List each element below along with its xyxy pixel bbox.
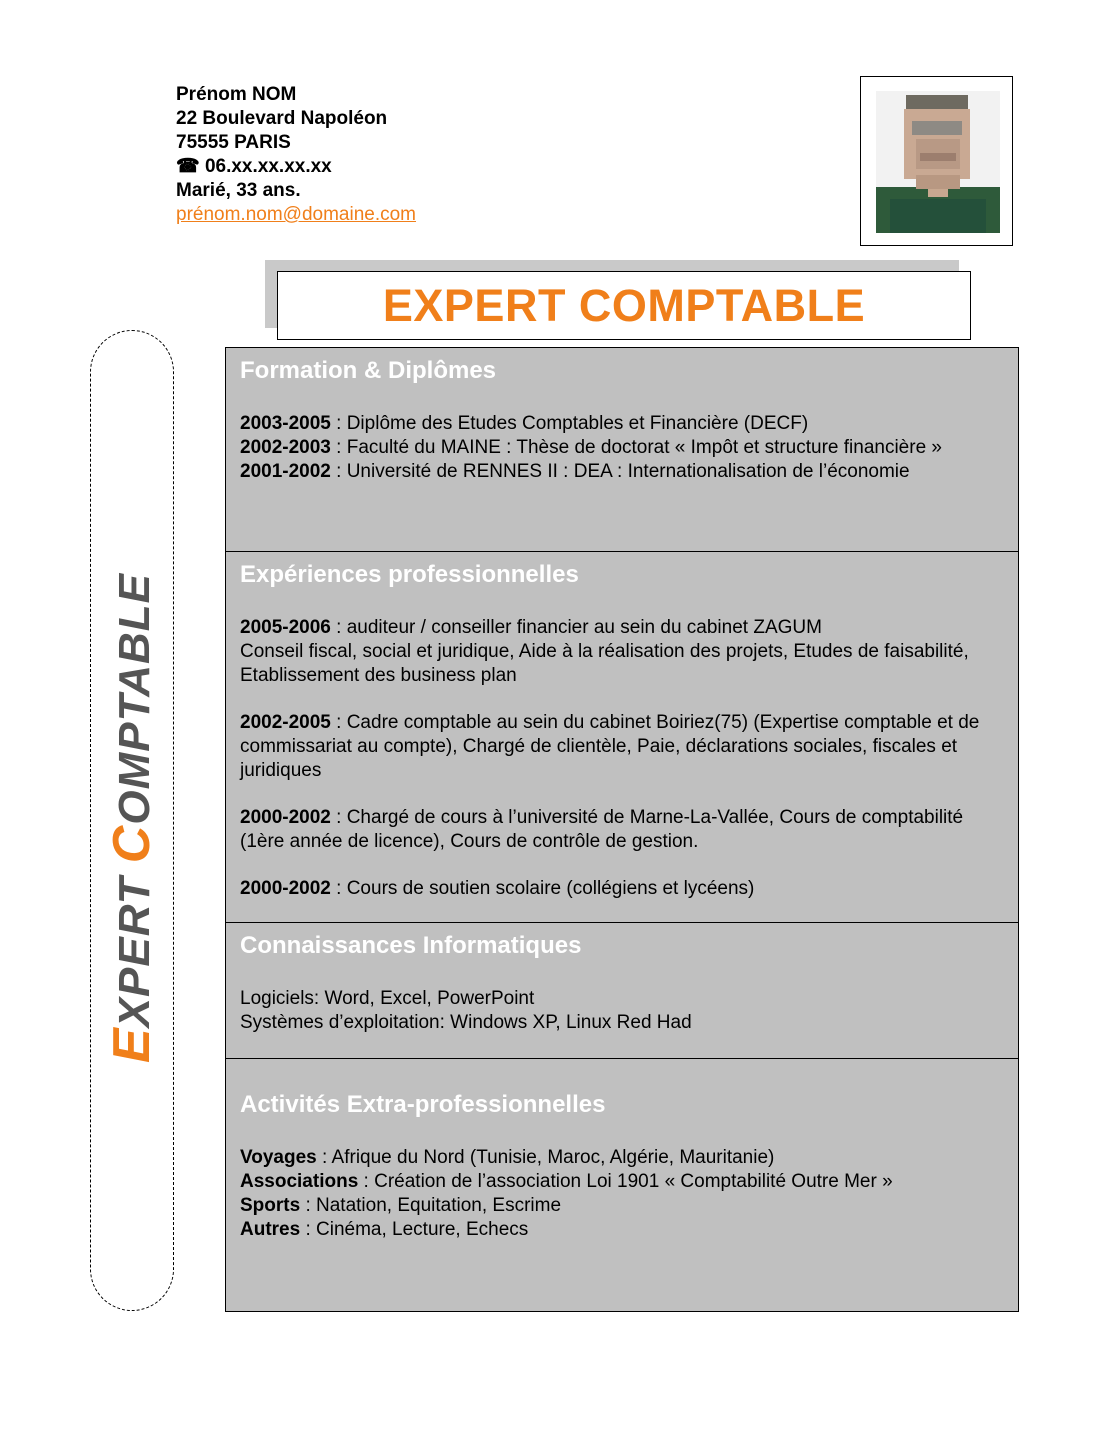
side-letter-e: E (103, 1027, 161, 1063)
list-item: Logiciels: Word, Excel, PowerPoint (240, 988, 535, 1009)
contact-address: 22 Boulevard Napoléon (176, 108, 388, 129)
list-item-detail: Conseil fiscal, social et juridique, Aide à la réalisation des projets, Etudes de faisabilité, Etablissement des business plan (240, 641, 969, 686)
profile-photo (860, 76, 1013, 246)
list-item: 2001-2002 : Université de RENNES II : DEA : Internationalisation de l’économie (240, 461, 910, 482)
list-item: 2000-2002 : Chargé de cours à l’université de Marne-La-Vallée, Cours de comptabilité (1ère année de licence), Cours de contrôle de gestion. (240, 807, 964, 852)
section-body (240, 987, 1008, 1035)
phone-icon: ☎ (176, 156, 200, 177)
contact-phone-line (176, 155, 416, 179)
section-formation (225, 347, 1019, 552)
contact-email-link[interactable]: prénom.nom@domaine.com (176, 204, 417, 225)
list-item: 2003-2005 : Diplôme des Etudes Comptables et Financière (DECF) (240, 413, 809, 434)
list-item: 2005-2006 : auditeur / conseiller financier au sein du cabinet ZAGUM (240, 617, 822, 638)
contact-block (176, 83, 416, 227)
contact-phone: 06.xx.xx.xx.xx (204, 156, 332, 177)
title-box (277, 271, 971, 340)
section-experiences (225, 551, 1019, 923)
page-title: EXPERT COMPTABLE (382, 279, 866, 331)
list-item: 2000-2002 : Cours de soutien scolaire (collégiens et lycéens) (240, 878, 755, 899)
list-item: Voyages : Afrique du Nord (Tunisie, Maroc, Algérie, Mauritanie) (240, 1147, 775, 1168)
section-heading: Connaissances Informatiques (240, 932, 582, 959)
side-banner-text (102, 573, 162, 1063)
list-item: Sports : Natation, Equitation, Escrime (240, 1195, 562, 1216)
section-body (240, 1146, 1008, 1242)
section-body (240, 412, 1008, 484)
contact-name: Prénom NOM (176, 84, 297, 105)
section-informatique (225, 922, 1019, 1059)
section-body (240, 616, 1008, 901)
list-item: 2002-2005 : Cadre comptable au sein du cabinet Boiriez(75) (Expertise comptable et de commissariat au compte), Chargé de clientèle, Paie, déclarations sociales, fiscales et juridiques (240, 712, 980, 781)
section-heading: Formation & Diplômes (240, 357, 497, 384)
section-heading: Activités Extra-professionnelles (240, 1091, 606, 1118)
avatar-pixelated (876, 91, 1000, 233)
section-heading: Expériences professionnelles (240, 561, 579, 588)
side-word-omptable: OMPTABLE (110, 573, 159, 825)
section-activites (225, 1058, 1019, 1312)
list-item: Autres : Cinéma, Lecture, Echecs (240, 1219, 529, 1240)
side-word-xpert: XPERT (110, 863, 159, 1028)
list-item: Associations : Création de l’association Loi 1901 « Comptabilité Outre Mer » (240, 1171, 893, 1192)
list-item: Systèmes d’exploitation: Windows XP, Linux Red Had (240, 1012, 692, 1033)
contact-status: Marié, 33 ans. (176, 180, 301, 201)
contact-city: 75555 PARIS (176, 132, 291, 153)
list-item: 2002-2003 : Faculté du MAINE : Thèse de doctorat « Impôt et structure financière » (240, 437, 942, 458)
side-letter-c: C (103, 824, 161, 864)
